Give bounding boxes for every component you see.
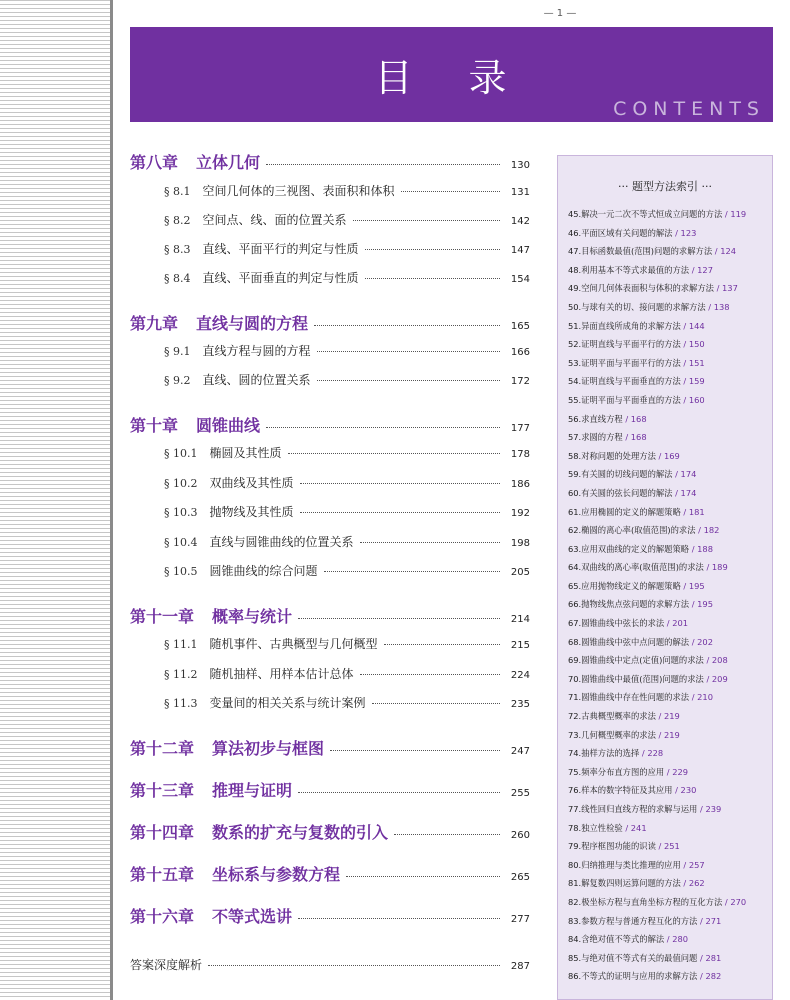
method-index-item-page: 257	[688, 859, 705, 870]
method-index-item-text: 73.几何概型概率的求法	[568, 729, 656, 740]
toc-chapter[interactable]	[130, 778, 530, 801]
method-index-item-text: 65.应用抛物线定义的解题策略	[568, 580, 681, 591]
method-index-separator: /	[672, 487, 681, 498]
toc-page-number: 186	[510, 479, 530, 490]
method-index-separator: /	[680, 320, 689, 331]
method-index-separator: /	[680, 506, 689, 517]
method-index-item[interactable]	[568, 465, 772, 484]
method-index-item-text: 60.有关圆的弦长问题的解法	[568, 487, 673, 498]
toc-section[interactable]	[130, 503, 530, 520]
method-index-item[interactable]	[568, 242, 772, 261]
toc-leader-dots	[324, 571, 500, 572]
toc-section[interactable]	[130, 474, 530, 491]
method-index-item[interactable]	[568, 447, 772, 466]
method-index-separator: /	[664, 618, 673, 629]
toc-page-number: 192	[510, 508, 530, 519]
method-index-item-page: 202	[697, 636, 713, 647]
toc-leader-dots	[298, 918, 500, 919]
method-index-item[interactable]	[568, 744, 772, 763]
toc-entry-number: § 8.3	[164, 243, 191, 256]
method-index-item-page: 229	[672, 766, 689, 777]
method-index-item[interactable]	[568, 540, 772, 559]
method-index-item-page: 228	[647, 748, 664, 759]
toc-entry-title: 空间点、线、面的位置关系	[202, 213, 347, 227]
method-index-separator: /	[689, 692, 698, 703]
method-index-separator: /	[689, 264, 698, 275]
toc-section[interactable]	[130, 371, 530, 388]
toc-entry-title: 随机事件、古典概型与几何概型	[209, 637, 378, 651]
method-index-item-page: 127	[697, 264, 713, 275]
toc-page-number: 178	[510, 449, 530, 460]
toc-leader-dots	[208, 965, 500, 966]
toc-section[interactable]	[130, 342, 530, 359]
method-index-separator: /	[722, 209, 731, 219]
method-index-item-text: 55.证明平面与平面垂直的方法	[568, 394, 681, 405]
method-index-item[interactable]	[568, 577, 772, 596]
method-index-item[interactable]	[568, 335, 772, 354]
method-index-separator: /	[655, 711, 664, 722]
toc-entry-title: 直线与圆的方程	[196, 314, 309, 333]
method-index-item-text: 80.归纳推理与类比推理的应用	[568, 859, 681, 870]
method-index-item[interactable]	[568, 949, 772, 968]
method-index-item-page: 270	[730, 896, 747, 907]
toc-leader-dots	[288, 453, 500, 454]
method-index-item-text: 67.圆锥曲线中弦长的求法	[568, 618, 665, 629]
method-index-separator: /	[697, 971, 706, 982]
method-index-item-page: 201	[672, 618, 689, 629]
method-index-item-text: 47.目标函数最值(范围)问题的求解方法	[568, 246, 713, 257]
toc-section[interactable]	[130, 444, 530, 461]
toc-answers[interactable]	[130, 956, 530, 973]
toc-entry-title: 空间几何体的三视图、表面积和体积	[202, 184, 395, 198]
method-index-separator: /	[703, 673, 712, 684]
toc-entry-title: 坐标系与参数方程	[212, 865, 341, 884]
toc-entry-title: 立体几何	[196, 153, 261, 172]
toc-entry-title: 直线、圆的位置关系	[202, 373, 311, 387]
toc-leader-dots	[365, 249, 500, 250]
method-index-item-text: 51.异面直线所成角的求解方法	[568, 320, 681, 331]
toc-entry-title: 随机抽样、用样本估计总体	[209, 667, 354, 681]
toc-page-number: 265	[510, 872, 530, 883]
method-index-item-text: 81.解复数四则运算问题的方法	[568, 878, 681, 889]
method-index-item[interactable]	[568, 651, 772, 670]
toc-chapter[interactable]	[130, 311, 530, 334]
method-index-item-text: 69.圆锥曲线中定点(定值)问题的求法	[568, 655, 704, 666]
toc-chapter[interactable]	[130, 862, 530, 885]
toc-entry-title: 数系的扩充与复数的引入	[212, 823, 389, 842]
method-index-separator: /	[680, 376, 689, 387]
method-index-item-text: 56.求直线方程	[568, 413, 623, 424]
toc-entry-number: § 10.1	[164, 447, 198, 460]
toc-page-number: 287	[510, 961, 530, 972]
toc-page-number: 277	[510, 914, 530, 925]
method-index-item[interactable]	[568, 633, 772, 652]
method-index-item-page: 144	[688, 320, 705, 331]
method-index-item-page: 151	[688, 357, 705, 368]
method-index-item-page: 195	[688, 580, 705, 591]
toc-leader-dots	[266, 427, 500, 428]
toc-leader-dots	[266, 164, 500, 165]
method-index-item-text: 63.应用双曲线的定义的解题策略	[568, 543, 690, 554]
method-index-list	[568, 205, 772, 986]
toc-entry-title: 直线方程与圆的方程	[202, 344, 311, 358]
method-index-separator: /	[655, 841, 664, 852]
method-index-item[interactable]	[568, 670, 772, 689]
method-index-separator: /	[655, 450, 664, 461]
method-index-separator: /	[680, 357, 689, 368]
toc-chapter[interactable]	[130, 150, 530, 173]
method-index-separator: /	[680, 339, 689, 350]
toc-leader-dots	[298, 792, 500, 793]
toc-entry-title: 答案深度解析	[130, 958, 203, 972]
toc-chapter[interactable]	[130, 820, 530, 843]
toc-leader-dots	[353, 220, 500, 221]
method-index-item-page: 282	[705, 971, 722, 982]
toc-entry-number: 第十三章	[130, 781, 195, 800]
method-index-item-text: 71.圆锥曲线中存在性问题的求法	[568, 692, 690, 703]
toc-page-number: 177	[510, 423, 530, 434]
method-index-separator: /	[703, 562, 712, 573]
method-index-item[interactable]	[568, 800, 772, 819]
toc-leader-dots	[317, 380, 500, 381]
method-index-item-page: 239	[705, 804, 722, 814]
method-index-item-page: 281	[705, 952, 722, 963]
method-index-separator: /	[689, 636, 698, 647]
toc-page-number: 166	[510, 347, 530, 358]
method-index-item-text: 48.利用基本不等式求最值的方法	[568, 264, 690, 275]
method-index-item-text: 79.程序框图功能的识读	[568, 841, 656, 852]
toc-section[interactable]	[130, 269, 530, 286]
method-index-item-text: 49.空间几何体表面积与体积的求解方法	[568, 283, 714, 294]
toc-entry-title: 椭圆及其性质	[209, 446, 282, 460]
toc-entry-title: 直线、平面平行的判定与性质	[202, 242, 359, 256]
toc-leader-dots	[384, 644, 500, 645]
toc-entry-number: 第十一章	[130, 607, 195, 626]
method-index-item-text: 85.与绝对值不等式有关的最值问题	[568, 952, 698, 963]
method-index-item[interactable]	[568, 410, 772, 429]
method-index-item[interactable]	[568, 893, 772, 912]
method-index-item-text: 50.与球有关的切、接问题的求解方法	[568, 301, 706, 312]
method-index-item[interactable]	[568, 837, 772, 856]
method-index-item-text: 72.古典概型概率的求法	[568, 711, 656, 722]
method-index-separator: /	[689, 543, 698, 554]
contents-banner	[130, 27, 773, 122]
method-index-item-text: 61.应用椭圆的定义的解题策略	[568, 506, 681, 517]
method-index-separator: /	[664, 766, 673, 777]
method-index-item[interactable]	[568, 819, 772, 838]
method-index-item[interactable]	[568, 558, 772, 577]
method-index-item-text: 58.对称问题的处理方法	[568, 450, 656, 461]
method-index-separator: /	[697, 915, 706, 926]
toc-leader-dots	[360, 542, 500, 543]
method-index-separator: /	[722, 896, 731, 907]
method-index-item-page: 208	[711, 655, 728, 666]
method-index-item[interactable]	[568, 391, 772, 410]
method-index-item-text: 77.线性回归直线方程的求解与运用	[568, 804, 698, 814]
banner-subtitle: CONTENTS	[613, 98, 765, 120]
toc-entry-title: 推理与证明	[212, 781, 293, 800]
method-index-item-text: 78.独立性检验	[568, 822, 623, 833]
toc-entry-title: 概率与统计	[212, 607, 293, 626]
banner-title: 目 录	[374, 56, 529, 100]
method-index-separator: /	[703, 655, 712, 666]
method-index-item-text: 64.双曲线的离心率(取值范围)的求法	[568, 562, 704, 573]
toc-leader-dots	[360, 674, 500, 675]
method-index-item-page: 168	[630, 432, 647, 443]
method-index-separator: /	[622, 413, 631, 424]
toc-entry-number: § 8.2	[164, 214, 191, 227]
toc-entry-number: § 11.3	[164, 697, 198, 710]
method-index-separator: /	[680, 878, 689, 889]
method-index-item-text: 70.圆锥曲线中最值(范围)问题的求法	[568, 673, 704, 684]
method-index-item-page: 251	[663, 841, 680, 852]
method-index-item-text: 68.圆锥曲线中弦中点问题的解法	[568, 636, 690, 647]
toc-page-number: 198	[510, 538, 530, 549]
toc-leader-dots	[298, 618, 500, 619]
toc-section[interactable]	[130, 211, 530, 228]
toc-section[interactable]	[130, 635, 530, 652]
method-index-separator: /	[689, 599, 698, 610]
method-index-separator: /	[695, 525, 704, 536]
method-index-item-page: 168	[630, 413, 647, 424]
toc-entry-number: 第十二章	[130, 739, 195, 758]
toc-chapter[interactable]	[130, 413, 530, 436]
method-index-item-page: 219	[663, 729, 680, 740]
method-index-separator: /	[664, 934, 673, 945]
method-index-item-text: 74.抽样方法的选择	[568, 748, 640, 759]
decorative-stripes	[0, 0, 110, 1000]
toc-page-number: 172	[510, 376, 530, 387]
method-index-item[interactable]	[568, 874, 772, 893]
method-index-item-page: 159	[688, 376, 705, 387]
toc-entry-number: 第八章	[130, 153, 179, 172]
toc-leader-dots	[300, 483, 500, 484]
stripes-divider	[110, 0, 113, 1000]
page-number	[0, 8, 790, 19]
method-index-item-page: 280	[672, 934, 689, 945]
toc-page-number: 131	[510, 187, 530, 198]
method-index-item-page: 210	[697, 692, 713, 703]
method-index-item-page: 209	[711, 673, 728, 684]
method-index-item-text: 53.证明平面与平面平行的方法	[568, 357, 681, 368]
method-index-separator: /	[622, 432, 631, 443]
method-index-item-text: 86.不等式的证明与应用的求解方法	[568, 971, 698, 982]
toc-section[interactable]	[130, 182, 530, 199]
method-index-item-page: 219	[663, 711, 680, 722]
method-index-separator: /	[680, 580, 689, 591]
method-index-separator: /	[672, 227, 681, 238]
method-index-item-page: 271	[705, 915, 722, 926]
method-index-item[interactable]	[568, 261, 772, 280]
method-index-item-page: 262	[688, 878, 705, 889]
toc-chapter[interactable]	[130, 904, 530, 927]
toc-page-number: 215	[510, 640, 530, 651]
toc-entry-number: § 10.3	[164, 506, 198, 519]
toc-leader-dots	[300, 512, 500, 513]
method-index-item-page: 189	[711, 562, 728, 573]
toc-page-number: 224	[510, 670, 530, 681]
method-index-item[interactable]	[568, 279, 772, 298]
method-index-item[interactable]	[568, 781, 772, 800]
method-index-item[interactable]	[568, 912, 772, 931]
method-index-separator: /	[697, 804, 706, 814]
toc-page-number: 142	[510, 216, 530, 227]
toc-entry-title: 算法初步与框图	[212, 739, 325, 758]
method-index-item-page: 182	[703, 525, 720, 536]
method-index-item-page: 181	[688, 506, 705, 517]
method-index-item-text: 45.解决一元二次不等式恒成立问题的方法	[568, 209, 723, 219]
method-index-item[interactable]	[568, 317, 772, 336]
toc-leader-dots	[314, 325, 500, 326]
method-index-item-page: 241	[630, 822, 647, 833]
method-index-separator: /	[680, 859, 689, 870]
toc-entry-number: § 9.2	[164, 374, 191, 387]
toc-entry-number: 第九章	[130, 314, 179, 333]
toc-entry-number: § 11.1	[164, 638, 198, 651]
method-index-separator: /	[697, 952, 706, 963]
method-index-item[interactable]	[568, 614, 772, 633]
toc-entry-title: 直线、平面垂直的判定与性质	[202, 271, 359, 285]
method-index-item-text: 76.样本的数字特征及其应用	[568, 785, 673, 796]
method-index-item-text: 82.极坐标方程与直角坐标方程的互化方法	[568, 896, 723, 907]
toc-entry-number: § 10.2	[164, 477, 198, 490]
toc-page-number: 247	[510, 746, 530, 757]
toc-page-number: 214	[510, 614, 530, 625]
toc-leader-dots	[317, 351, 500, 352]
method-index-item[interactable]	[568, 521, 772, 540]
method-index-item-text: 84.含绝对值不等式的解法	[568, 934, 665, 945]
method-index-item-page: 137	[722, 283, 738, 294]
method-index-item[interactable]	[568, 688, 772, 707]
method-index-item[interactable]	[568, 707, 772, 726]
toc-leader-dots	[365, 278, 500, 279]
method-index-separator: /	[672, 469, 681, 480]
method-index-item-text: 83.参数方程与普通方程互化的方法	[568, 915, 698, 926]
method-index-item-page: 123	[680, 227, 697, 238]
toc-entry-number: 第十章	[130, 416, 179, 435]
method-index-item[interactable]	[568, 967, 772, 986]
toc-entry-number: 第十六章	[130, 907, 195, 926]
method-index-item[interactable]	[568, 763, 772, 782]
method-index-item-page: 230	[680, 785, 697, 796]
method-index-item[interactable]	[568, 595, 772, 614]
method-index-item-page: 174	[680, 487, 697, 498]
toc-page-number: 147	[510, 245, 530, 256]
toc-entry-title: 不等式选讲	[212, 907, 293, 926]
toc-entry-number: § 10.4	[164, 536, 198, 549]
toc-leader-dots	[372, 703, 500, 704]
method-index-item-text: 54.证明直线与平面垂直的方法	[568, 376, 681, 387]
method-index-item-page: 124	[720, 246, 737, 257]
method-index-item[interactable]	[568, 372, 772, 391]
toc-entry-title: 抛物线及其性质	[209, 505, 294, 519]
toc-section[interactable]	[130, 240, 530, 257]
method-index-separator: /	[672, 785, 681, 796]
method-index-item-page: 174	[680, 469, 697, 480]
method-index-separator: /	[713, 283, 723, 294]
toc-page-number: 205	[510, 567, 530, 578]
toc-page-number: 255	[510, 788, 530, 799]
method-index-item[interactable]	[568, 428, 772, 447]
toc-page-number: 130	[510, 160, 530, 171]
toc-leader-dots	[401, 191, 500, 192]
method-index-item-page: 160	[688, 394, 705, 405]
method-index-item[interactable]	[568, 224, 772, 243]
toc-section[interactable]	[130, 562, 530, 579]
toc-entry-title: 圆锥曲线的综合问题	[209, 564, 318, 578]
toc-entry-title: 变量间的相关关系与统计案例	[209, 696, 366, 710]
toc-entry-number: § 10.5	[164, 565, 198, 578]
method-index-item-text: 57.求圆的方程	[568, 432, 623, 443]
toc-entry-number: § 11.2	[164, 668, 198, 681]
method-index-item-page: 195	[697, 599, 713, 610]
toc-section[interactable]	[130, 665, 530, 682]
toc-leader-dots	[394, 834, 500, 835]
method-index-separator: /	[712, 246, 721, 257]
toc-page-number: 165	[510, 321, 530, 332]
method-index-item-page: 150	[688, 339, 705, 350]
toc-chapter[interactable]	[130, 736, 530, 759]
method-index-separator: /	[622, 822, 631, 833]
toc-entry-number: § 9.1	[164, 345, 191, 358]
method-index-item[interactable]	[568, 726, 772, 745]
method-index-item[interactable]	[568, 205, 772, 224]
toc-page-number: 154	[510, 274, 530, 285]
method-index-title: ··· 题型方法索引 ···	[618, 180, 712, 193]
method-index-item[interactable]	[568, 503, 772, 522]
method-index-item[interactable]	[568, 484, 772, 503]
toc-entry-number: 第十五章	[130, 865, 195, 884]
toc-leader-dots	[330, 750, 500, 751]
method-index-item-text: 52.证明直线与平面平行的方法	[568, 339, 681, 350]
toc-section[interactable]	[130, 694, 530, 711]
toc-entry-title: 圆锥曲线	[196, 416, 261, 435]
method-index-item-text: 66.抛物线焦点弦问题的求解方法	[568, 599, 690, 610]
method-index-item-page: 169	[663, 450, 680, 461]
method-index-separator: /	[680, 394, 689, 405]
method-index-item-text: 46.平面区域有关问题的解法	[568, 227, 673, 238]
page-number-text: — 1 —	[543, 8, 577, 19]
method-index-separator: /	[655, 729, 664, 740]
method-index-separator: /	[639, 748, 648, 759]
toc-entry-number: 第十四章	[130, 823, 195, 842]
method-index-panel	[557, 155, 773, 1000]
toc-entry-title: 双曲线及其性质	[209, 476, 294, 490]
method-index-item[interactable]	[568, 354, 772, 373]
toc-entry-number: § 8.4	[164, 272, 191, 285]
toc-page-number: 260	[510, 830, 530, 841]
method-index-item-page: 119	[730, 209, 747, 219]
toc-page-number: 235	[510, 699, 530, 710]
toc-section[interactable]	[130, 533, 530, 550]
method-index-item[interactable]	[568, 930, 772, 949]
toc-entry-number: § 8.1	[164, 185, 191, 198]
toc-leader-dots	[346, 876, 500, 877]
method-index-item[interactable]	[568, 298, 772, 317]
method-index-item-page: 138	[713, 301, 730, 312]
toc-entry-title: 直线与圆锥曲线的位置关系	[209, 535, 354, 549]
method-index-item-text: 75.频率分布直方图的应用	[568, 766, 665, 777]
method-index-item-page: 188	[697, 543, 713, 554]
method-index-item-text: 59.有关圆的切线问题的解法	[568, 469, 673, 480]
toc-chapter[interactable]	[130, 604, 530, 627]
method-index-item[interactable]	[568, 856, 772, 875]
method-index-item-text: 62.椭圆的离心率(取值范围)的求法	[568, 525, 696, 536]
method-index-separator: /	[705, 301, 714, 312]
